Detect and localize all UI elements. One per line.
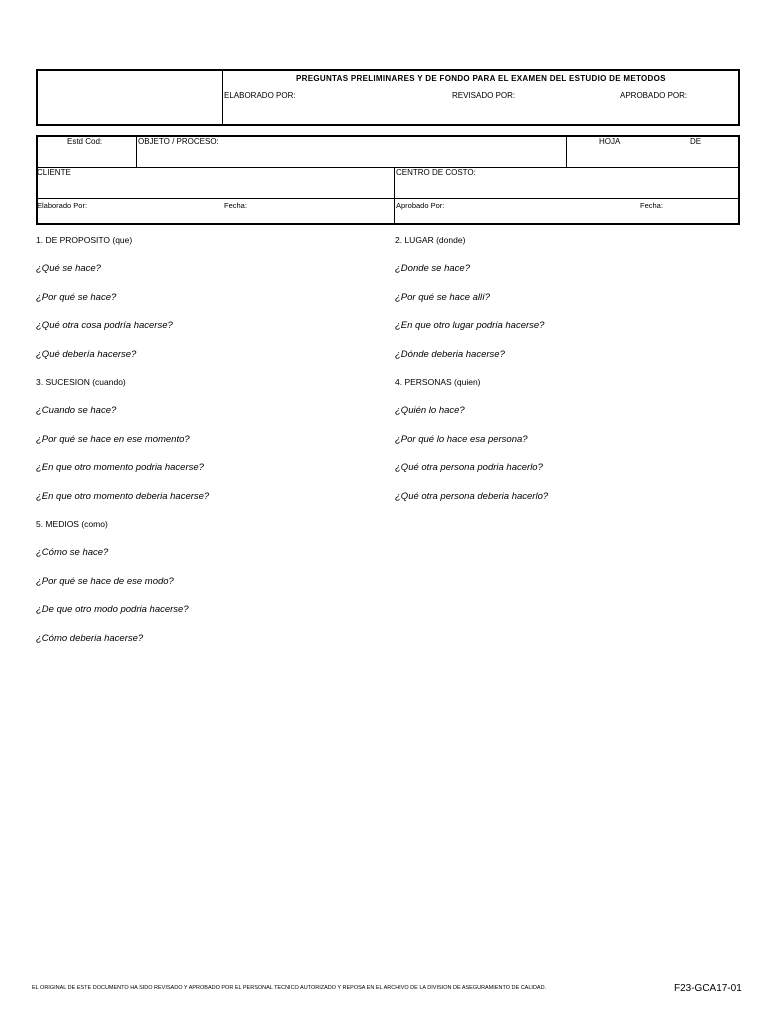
fecha-label-1: Fecha: xyxy=(224,201,247,210)
document-title: PREGUNTAS PRELIMINARES Y DE FONDO PARA EL EXAMEN DEL ESTUDIO DE METODOS xyxy=(296,74,666,83)
question-medios-2: ¿Por qué se hace de ese modo? xyxy=(36,576,174,587)
question-proposito-4: ¿Qué debería hacerse? xyxy=(36,349,137,360)
question-lugar-3: ¿En que otro lugar podria hacerse? xyxy=(395,320,545,331)
question-lugar-2: ¿Por qué se hace allí? xyxy=(395,292,491,303)
centro-costo-label: CENTRO DE COSTO: xyxy=(396,168,476,177)
hoja-label: HOJA xyxy=(599,137,621,146)
question-sucesion-4: ¿En que otro momento deberia hacerse? xyxy=(36,491,210,502)
question-sucesion-3: ¿En que otro momento podria hacerse? xyxy=(36,462,204,473)
question-personas-1: ¿Quién lo hace? xyxy=(395,405,465,416)
section-personas-title: 4. PERSONAS (quien) xyxy=(395,377,481,387)
header-divider xyxy=(222,70,223,125)
footer-note: EL ORIGINAL DE ESTE DOCUMENTO HA SIDO REVISADO Y APROBADO POR EL PERSONAL TECNICO AUTORIZADO Y REPOSA EN EL ARCHIVO DE LA DIVISION DE ASEGURAMIENTO DE CALIDAD. xyxy=(32,985,547,991)
form-col-hoja xyxy=(566,136,567,167)
revisado-por-header: REVISADO POR: xyxy=(452,91,516,100)
question-medios-3: ¿De que otro modo podria hacerse? xyxy=(36,604,189,615)
elaborado-por-header: ELABORADO POR: xyxy=(224,91,296,100)
form-box xyxy=(36,135,740,225)
question-proposito-3: ¿Qué otra cosa podría hacerse? xyxy=(36,320,173,331)
question-sucesion-1: ¿Cuando se hace? xyxy=(36,405,117,416)
question-personas-3: ¿Qué otra persona podria hacerlo? xyxy=(395,462,543,473)
fecha-label-2: Fecha: xyxy=(640,201,663,210)
form-row-divider-1 xyxy=(37,167,739,168)
question-proposito-2: ¿Por qué se hace? xyxy=(36,292,117,303)
question-medios-1: ¿Cómo se hace? xyxy=(36,547,109,558)
form-col-estcod xyxy=(136,136,137,167)
section-proposito-title: 1. DE PROPOSITO (que) xyxy=(36,235,133,245)
cliente-label: CLIENTE xyxy=(37,168,71,177)
section-sucesion-title: 3. SUCESION (cuando) xyxy=(36,377,126,387)
form-row-divider-2 xyxy=(37,198,739,199)
question-proposito-1: ¿Qué se hace? xyxy=(36,263,101,274)
de-label: DE xyxy=(690,137,702,146)
question-lugar-1: ¿Donde se hace? xyxy=(395,263,470,274)
est-cod-label: Estd Cod: xyxy=(67,137,103,146)
question-lugar-4: ¿Dónde deberia hacerse? xyxy=(395,349,505,360)
question-sucesion-2: ¿Por qué se hace en ese momento? xyxy=(36,434,190,445)
document-code: F23-GCA17-01 xyxy=(674,983,742,994)
aprobado-por-header: APROBADO POR: xyxy=(620,91,688,100)
section-medios-title: 5. MEDIOS (como) xyxy=(36,519,108,529)
objeto-proceso-label: OBJETO / PROCESO: xyxy=(138,137,219,146)
question-personas-4: ¿Qué otra persona deberia hacerlo? xyxy=(395,491,549,502)
elaborado-label: Elaborado Por: xyxy=(37,201,88,210)
question-medios-4: ¿Cómo deberia hacerse? xyxy=(36,633,144,644)
form-col-mid xyxy=(394,168,395,224)
question-personas-2: ¿Por qué lo hace esa persona? xyxy=(395,434,528,445)
section-lugar-title: 2. LUGAR (donde) xyxy=(395,235,466,245)
aprobado-label: Aprobado Por: xyxy=(396,201,445,210)
